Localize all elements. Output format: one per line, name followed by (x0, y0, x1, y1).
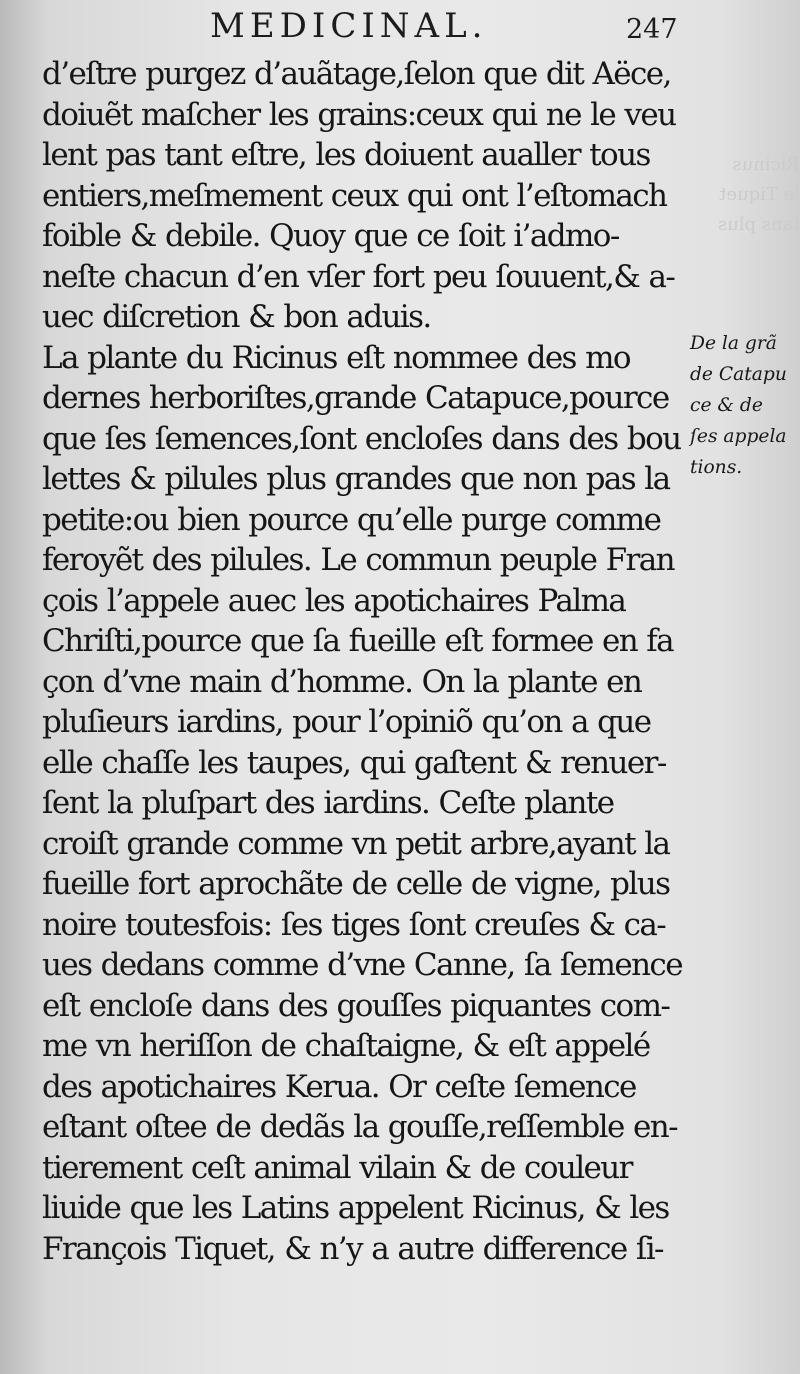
text-line: lettes & pilules plus grandes que non pas la (42, 461, 670, 497)
text-line: çois l’appele auec les apotichaires Palma (42, 582, 626, 619)
text-line: d’eſtre purgez d’auãtage,ſelon que dit Aëce, (42, 56, 671, 92)
text-line: fueille fort aprochãte de celle de vigne, plus (42, 866, 670, 902)
text-line: pluſieurs iardins, pour l’opiniõ qu’on a que (42, 704, 651, 740)
text-line: des apotichaires Kerua. Or ceſte ſemence (42, 1068, 636, 1105)
text-line: lent pas tant eſtre, les doiuent aualler tous (42, 137, 650, 173)
text-line: çon d’vne main d’homme. On la plante en (42, 663, 642, 700)
text-line: ues dedans comme d’vne Canne, ſa ſemence (42, 947, 682, 983)
text-line: noire toutesfois: ſes tiges ſont creuſes & ca- (42, 906, 666, 943)
text-line: doiuẽt maſcher les grains:ceux qui ne le veu (42, 96, 676, 133)
text-line: Chriſti,pource que ſa fueille eſt formee en fa (42, 623, 674, 659)
text-line: eſtant oſtee de dedãs la gouſſe,reſſemble en- (42, 1109, 677, 1145)
text-line: dernes herboriſtes,grande Catapuce,pource (42, 380, 669, 416)
text-line: uec diſcretion & bon aduis. (42, 299, 431, 335)
text-line: liuide que les Latins appelent Ricinus, & les (42, 1190, 669, 1226)
text-line: François Tiquet, & n’y a autre difference ſi- (42, 1230, 663, 1267)
text-line: croiſt grande comme vn petit arbre,ayant la (42, 825, 670, 862)
margin-note-line: tions. (690, 456, 743, 478)
text-line: neſte chacun d’en vſer fort peu ſouuent,& a- (42, 258, 675, 295)
text-line: elle chaſſe les taupes, qui gaſtent & renuer- (42, 744, 666, 781)
text-line: tierement ceſt animal vilain & de couleur (42, 1149, 632, 1186)
text-line: que ſes ſemences,ſont encloſes dans des bou (42, 420, 681, 457)
body-text (42, 54, 702, 1269)
page-number: 247 (626, 14, 678, 45)
text-line: ſent la pluſpart des iardins. Ceſte plante (42, 785, 614, 821)
text-line: foible & debile. Quoy que ce ſoit i’admo- (42, 218, 619, 254)
margin-note (690, 328, 798, 483)
show-through-bleed: Ricinus le Tiquet ſans plus (717, 154, 800, 235)
margin-note-line: ce & de (690, 394, 763, 416)
margin-note-line: de Catapu (690, 363, 787, 385)
margin-note-line: ſes appela (690, 425, 787, 447)
text-line: La plante du Ricinus eſt nommee des mo (42, 339, 630, 376)
text-line: petite:ou bien pource qu’elle purge comme (42, 501, 661, 538)
running-head: MEDICINAL. (210, 6, 488, 46)
text-line: feroyẽt des pilules. Le commun peuple Fran (42, 542, 675, 578)
text-line: eſt encloſe dans des gouſſes piquantes com- (42, 987, 670, 1024)
text-line: entiers,meſmement ceux qui ont l’eſtomach (42, 177, 667, 214)
text-line: me vn heriſſon de chaſtaigne, & eſt appelé (42, 1028, 650, 1064)
margin-note-line: De la grã (690, 332, 777, 354)
